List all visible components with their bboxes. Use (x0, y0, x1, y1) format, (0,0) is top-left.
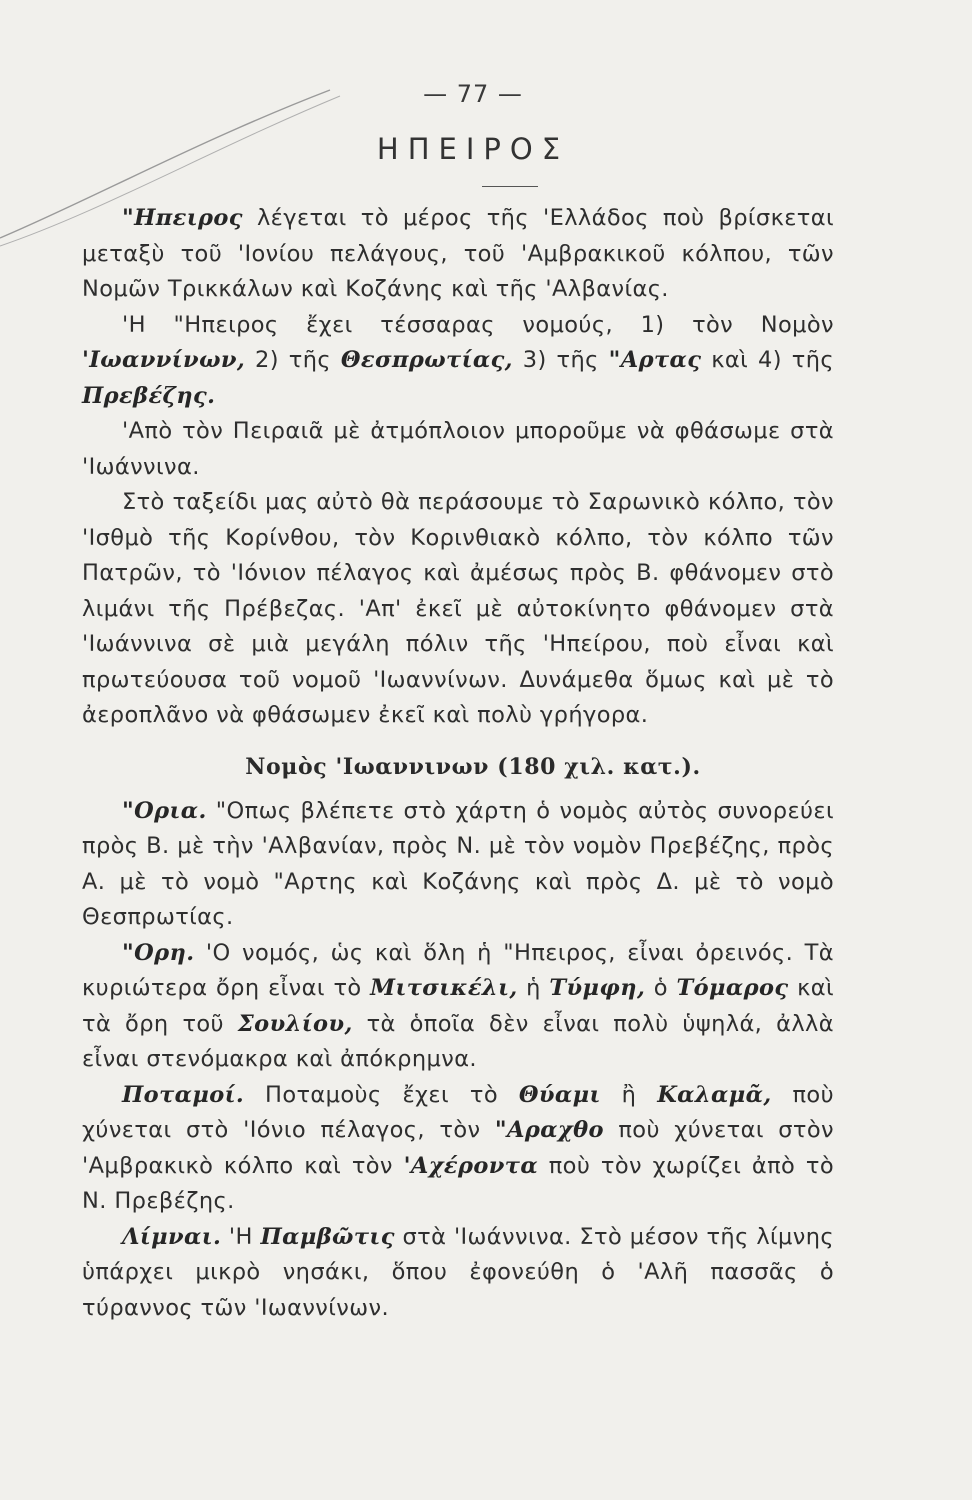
term-arachthos: "Αραχθο (494, 1117, 604, 1143)
paragraph-rivers (82, 1078, 834, 1220)
paragraph-lakes (82, 1220, 834, 1327)
paragraph-mountains (82, 936, 834, 1078)
paragraph-journey: Στὸ ταξείδι μας αὐτὸ θὰ περάσουμε τὸ Σαρωνικὸ κόλπο, τὸν 'Ισθμὸ τῆς Κορίνθου, τὸν Κορινθιακὸ κόλπο, τὸν κόλπο τῶν Πατρῶν, τὸ 'Ιόνιον πέλαγος καὶ ἀμέσως πρὸς Β. φθάνομεν στὸ λιμάνι τῆς Πρέβεζας. 'Απ' ἐκεῖ μὲ αὐτοκίνητο φθάνομεν στὰ 'Ιωάννινα σὲ μιὰ μεγάλη πόλιν τῆς 'Ηπείρου, ποὺ εἶναι καὶ πρωτεύουσα τοῦ νομοῦ 'Ιωαννίνων. Δυνάμεθα ὅμως καὶ μὲ τὸ ἀεροπλᾶνο νὰ φθάσωμεν ἐκεῖ καὶ πολὺ γρήγορα. (82, 489, 834, 728)
paragraph-text: στὰ 'Ιωάννινα. Στὸ μέσον τῆς λίμνης ὑπάρχει μικρὸ νησάκι, ὅπου ἐφονεύθη ὁ 'Αλῆ πασσᾶς ὁ τύραννος τῶν 'Ιωαννίνων. (82, 1223, 835, 1321)
page-number: — 77 — (423, 80, 523, 108)
paragraph-text: ποὺ χύνεται στὸν 'Αμβρακικὸ κόλπο καὶ τὸν (82, 1117, 834, 1179)
term-arta: "Αρτας (608, 347, 702, 373)
paragraph-intro (82, 201, 834, 308)
term-acheron: 'Αχέροντα (403, 1152, 539, 1179)
term-tomaros: Τόμαρος (676, 975, 789, 1001)
label-rivers: Ποταμοί. (122, 1081, 245, 1108)
paragraph-text: ἡ (517, 975, 550, 1001)
term-thyami: Θύαμι (518, 1081, 601, 1108)
paragraph-text: 2) τῆς (245, 347, 341, 373)
term-souli: Σουλίου, (237, 1010, 353, 1037)
paragraph-text: 'Ο νομός, ὡς καὶ ὅλη ἡ "Ηπειρος, εἶναι ὀρεινός. Τὰ κυριώτερα ὄρη εἶναι τὸ (82, 939, 834, 1001)
paragraph-borders (82, 794, 834, 936)
paragraph-text: τὰ ὁποῖα δὲν εἶναι πολὺ ὑψηλά, ἀλλὰ εἶναι στενόμακρα καὶ ἀπόκρημνα. (82, 1010, 834, 1072)
label-lakes: Λίμναι. (122, 1223, 222, 1250)
term-epirus: "Ηπειρος (122, 205, 243, 231)
paragraph-text: ἢ (600, 1081, 658, 1108)
paragraph-text: ὁ (645, 975, 677, 1001)
paragraph-text: 'Η (221, 1223, 261, 1250)
paragraph-text: καὶ τὰ ὄρη τοῦ (82, 975, 834, 1037)
paragraph-text: Ποταμοὺς ἔχει τὸ (244, 1081, 519, 1108)
paragraph-prefectures (82, 308, 834, 415)
title-divider (482, 186, 538, 187)
section-subheading: Νομὸς 'Ιωαννινων (180 χιλ. κατ.). (245, 753, 701, 780)
page-content (82, 80, 834, 1326)
term-pamvotis: Παμβῶτις (260, 1223, 395, 1250)
paragraph-text: 3) τῆς (512, 347, 609, 373)
paragraph-travel: 'Απὸ τὸν Πειραιᾶ μὲ ἀτμόπλοιον μποροῦμε νὰ φθάσωμε στὰ 'Ιωάννινα. (82, 418, 834, 480)
paragraph-text: καὶ 4) τῆς (701, 347, 835, 373)
term-tymfi: Τύμφη, (549, 975, 646, 1001)
term-preveza: Πρεβέζης. (82, 382, 216, 409)
label-borders: "Ορια. (122, 797, 207, 824)
term-thesprotia: Θεσπρωτίας, (340, 347, 513, 373)
paragraph-text: ποὺ χύνεται στὸ 'Ιόνιο πέλαγος, τὸν (82, 1081, 834, 1143)
label-mountains: "Ορη. (122, 939, 195, 966)
paragraph-text: "Οπως βλέπετε στὸ χάρτη ὁ νομὸς αὐτὸς συνορεύει πρὸς Β. μὲ τὴν 'Αλβανίαν, πρὸς Ν. μὲ τὸν νομὸν Πρεβέζης, πρὸς Α. μὲ τὸ νομὸ "Αρτης καὶ Κοζάνης καὶ πρὸς Δ. μὲ τὸ νομὸ Θεσπρωτίας. (82, 797, 834, 930)
page-title: ΗΠΕΙΡΟΣ (376, 132, 570, 166)
paragraph-text: 'Η "Ηπειρος ἔχει τέσσαρας νομούς, 1) τὸν Νομὸν (122, 311, 834, 338)
term-ioannina: 'Ιωαννίνων, (82, 347, 246, 373)
term-kalamas: Καλαμᾶ, (657, 1081, 772, 1108)
term-mitsikeli: Μιτσικέλι, (370, 975, 518, 1001)
paragraph-text: ποὺ τὸν χωρίζει ἀπὸ τὸ Ν. Πρεβέζης. (82, 1152, 834, 1214)
paragraph-text: λέγεται τὸ μέρος τῆς 'Ελλάδος ποὺ βρίσκεται μεταξὺ τοῦ 'Ιονίου πελάγους, τοῦ 'Αμβρακικοῦ κόλπου, τῶν Νομῶν Τρικκάλων καὶ Κοζάνης καὶ τῆς 'Αλβανίας. (82, 205, 834, 302)
